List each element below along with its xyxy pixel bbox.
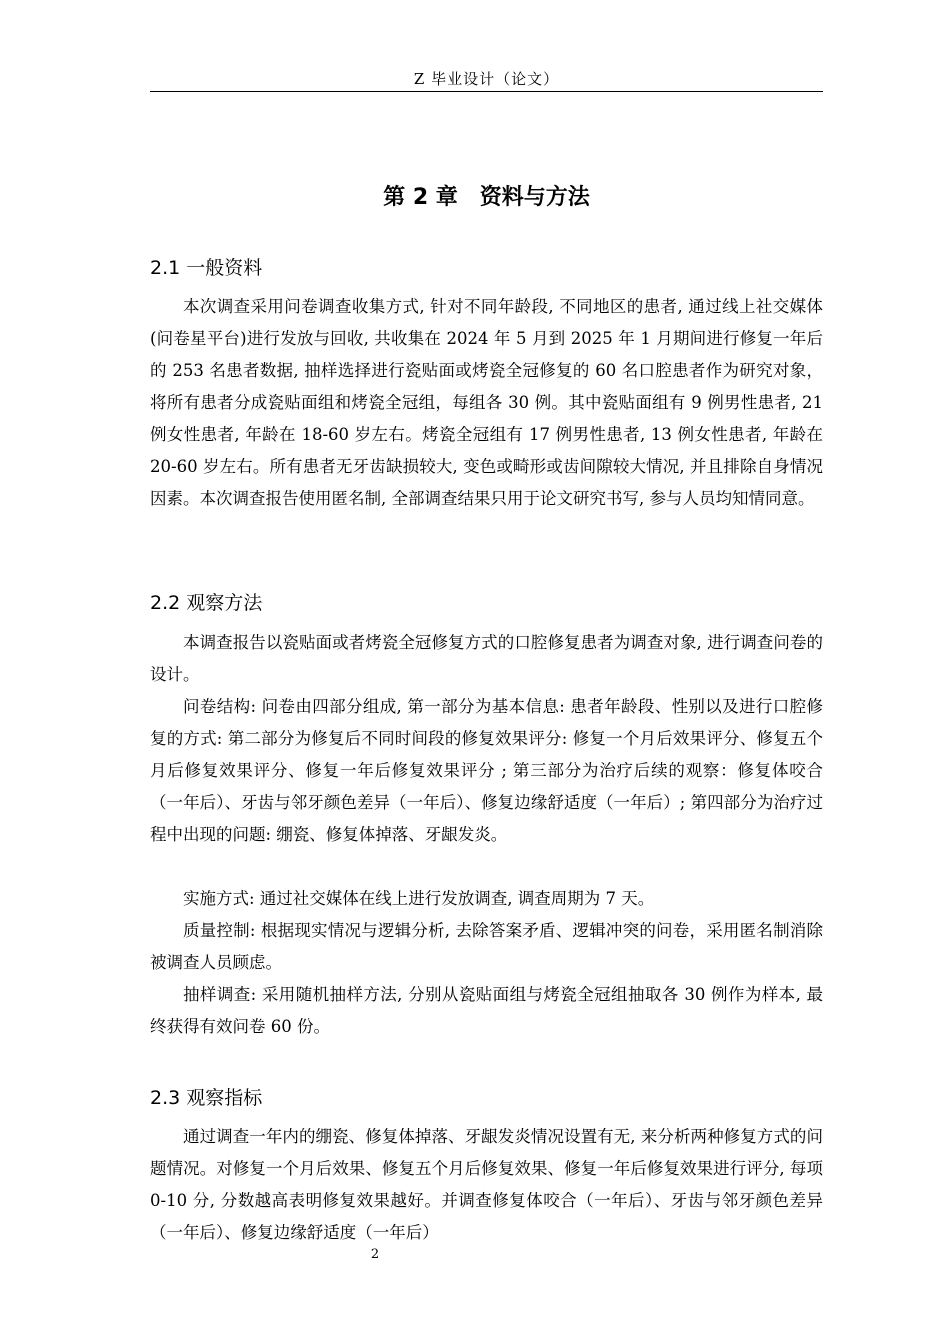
section-heading-2-2: 2.2 观察方法: [150, 592, 263, 614]
page-number: 2: [370, 1247, 380, 1262]
chapter-title: 第 2 章 资料与方法: [383, 185, 590, 210]
section-heading-2-3: 2.3 观察指标: [150, 1087, 263, 1109]
header-rule: [150, 91, 823, 92]
paragraph: 抽样调查: 采用随机抽样方法, 分别从瓷贴面组与烤瓷全冠组抽取各 30 例作为样本, 最终获得有效问卷 60 份。: [150, 985, 823, 1036]
paragraph: 通过调查一年内的绷瓷、修复体掉落、牙龈发炎情况设置有无, 来分析两种修复方式的问题情况。对修复一个月后效果、修复五个月后修复效果、修复一年后修复效果进行评分, 每项 0-10 分, 分数越高表明修复效果越好。并调查修复体咬合（一年后）、牙齿与邻牙颜色差异（一年后）、修复边缘舒适度（一年后）: [150, 1127, 823, 1242]
paragraph: 实施方式: 通过社交媒体在线上进行发放调查, 调查周期为 7 天。: [183, 889, 655, 908]
running-header: Z 毕业设计（论文）: [413, 70, 560, 88]
paragraph: 问卷结构: 问卷由四部分组成, 第一部分为基本信息: 患者年龄段、性别以及进行口腔修复的方式: 第二部分为修复后不同时间段的修复效果评分: 修复一个月后效果评分、修复五个月后修复效果评分、修复一年后修复效果评分 ; 第三部分为治疗后续的观察：修复体咬合（一年后）、牙齿与邻牙颜色差异（一年后）、修复边缘舒适度（一年后）; 第四部分为治疗过程中出现的问题: 绷瓷、修复体掉落、牙龈发炎。: [150, 697, 823, 844]
paragraph: 质量控制: 根据现实情况与逻辑分析, 去除答案矛盾、逻辑冲突的问卷，采用匿名制消除被调查人员顾虑。: [150, 921, 823, 972]
paragraph: 本次调查采用问卷调查收集方式, 针对不同年龄段, 不同地区的患者, 通过线上社交媒体(问卷星平台)进行发放与回收, 共收集在 2024 年 5 月到 2025 年 1 月期间进行修复一年后的 253 名患者数据, 抽样选择进行瓷贴面或烤瓷全冠修复的 60 名口腔患者作为研究对象，将所有患者分成瓷贴面组和烤瓷全冠组，每组各 30 例。其中瓷贴面组有 9 例男性患者, 21 例女性患者, 年龄在 18-60 岁左右。烤瓷全冠组有 17 例男性患者, 13 例女性患者, 年龄在 20-60 岁左右。所有患者无牙齿缺损较大, 变色或畸形或齿间隙较大情况, 并且排除自身情况因素。本次调查报告使用匿名制, 全部调查结果只用于论文研究书写, 参与人员均知情同意。: [150, 297, 823, 508]
section-heading-2-1: 2.1 一般资料: [150, 257, 263, 279]
paragraph: 本调查报告以瓷贴面或者烤瓷全冠修复方式的口腔修复患者为调查对象, 进行调查问卷的设计。: [150, 633, 823, 684]
